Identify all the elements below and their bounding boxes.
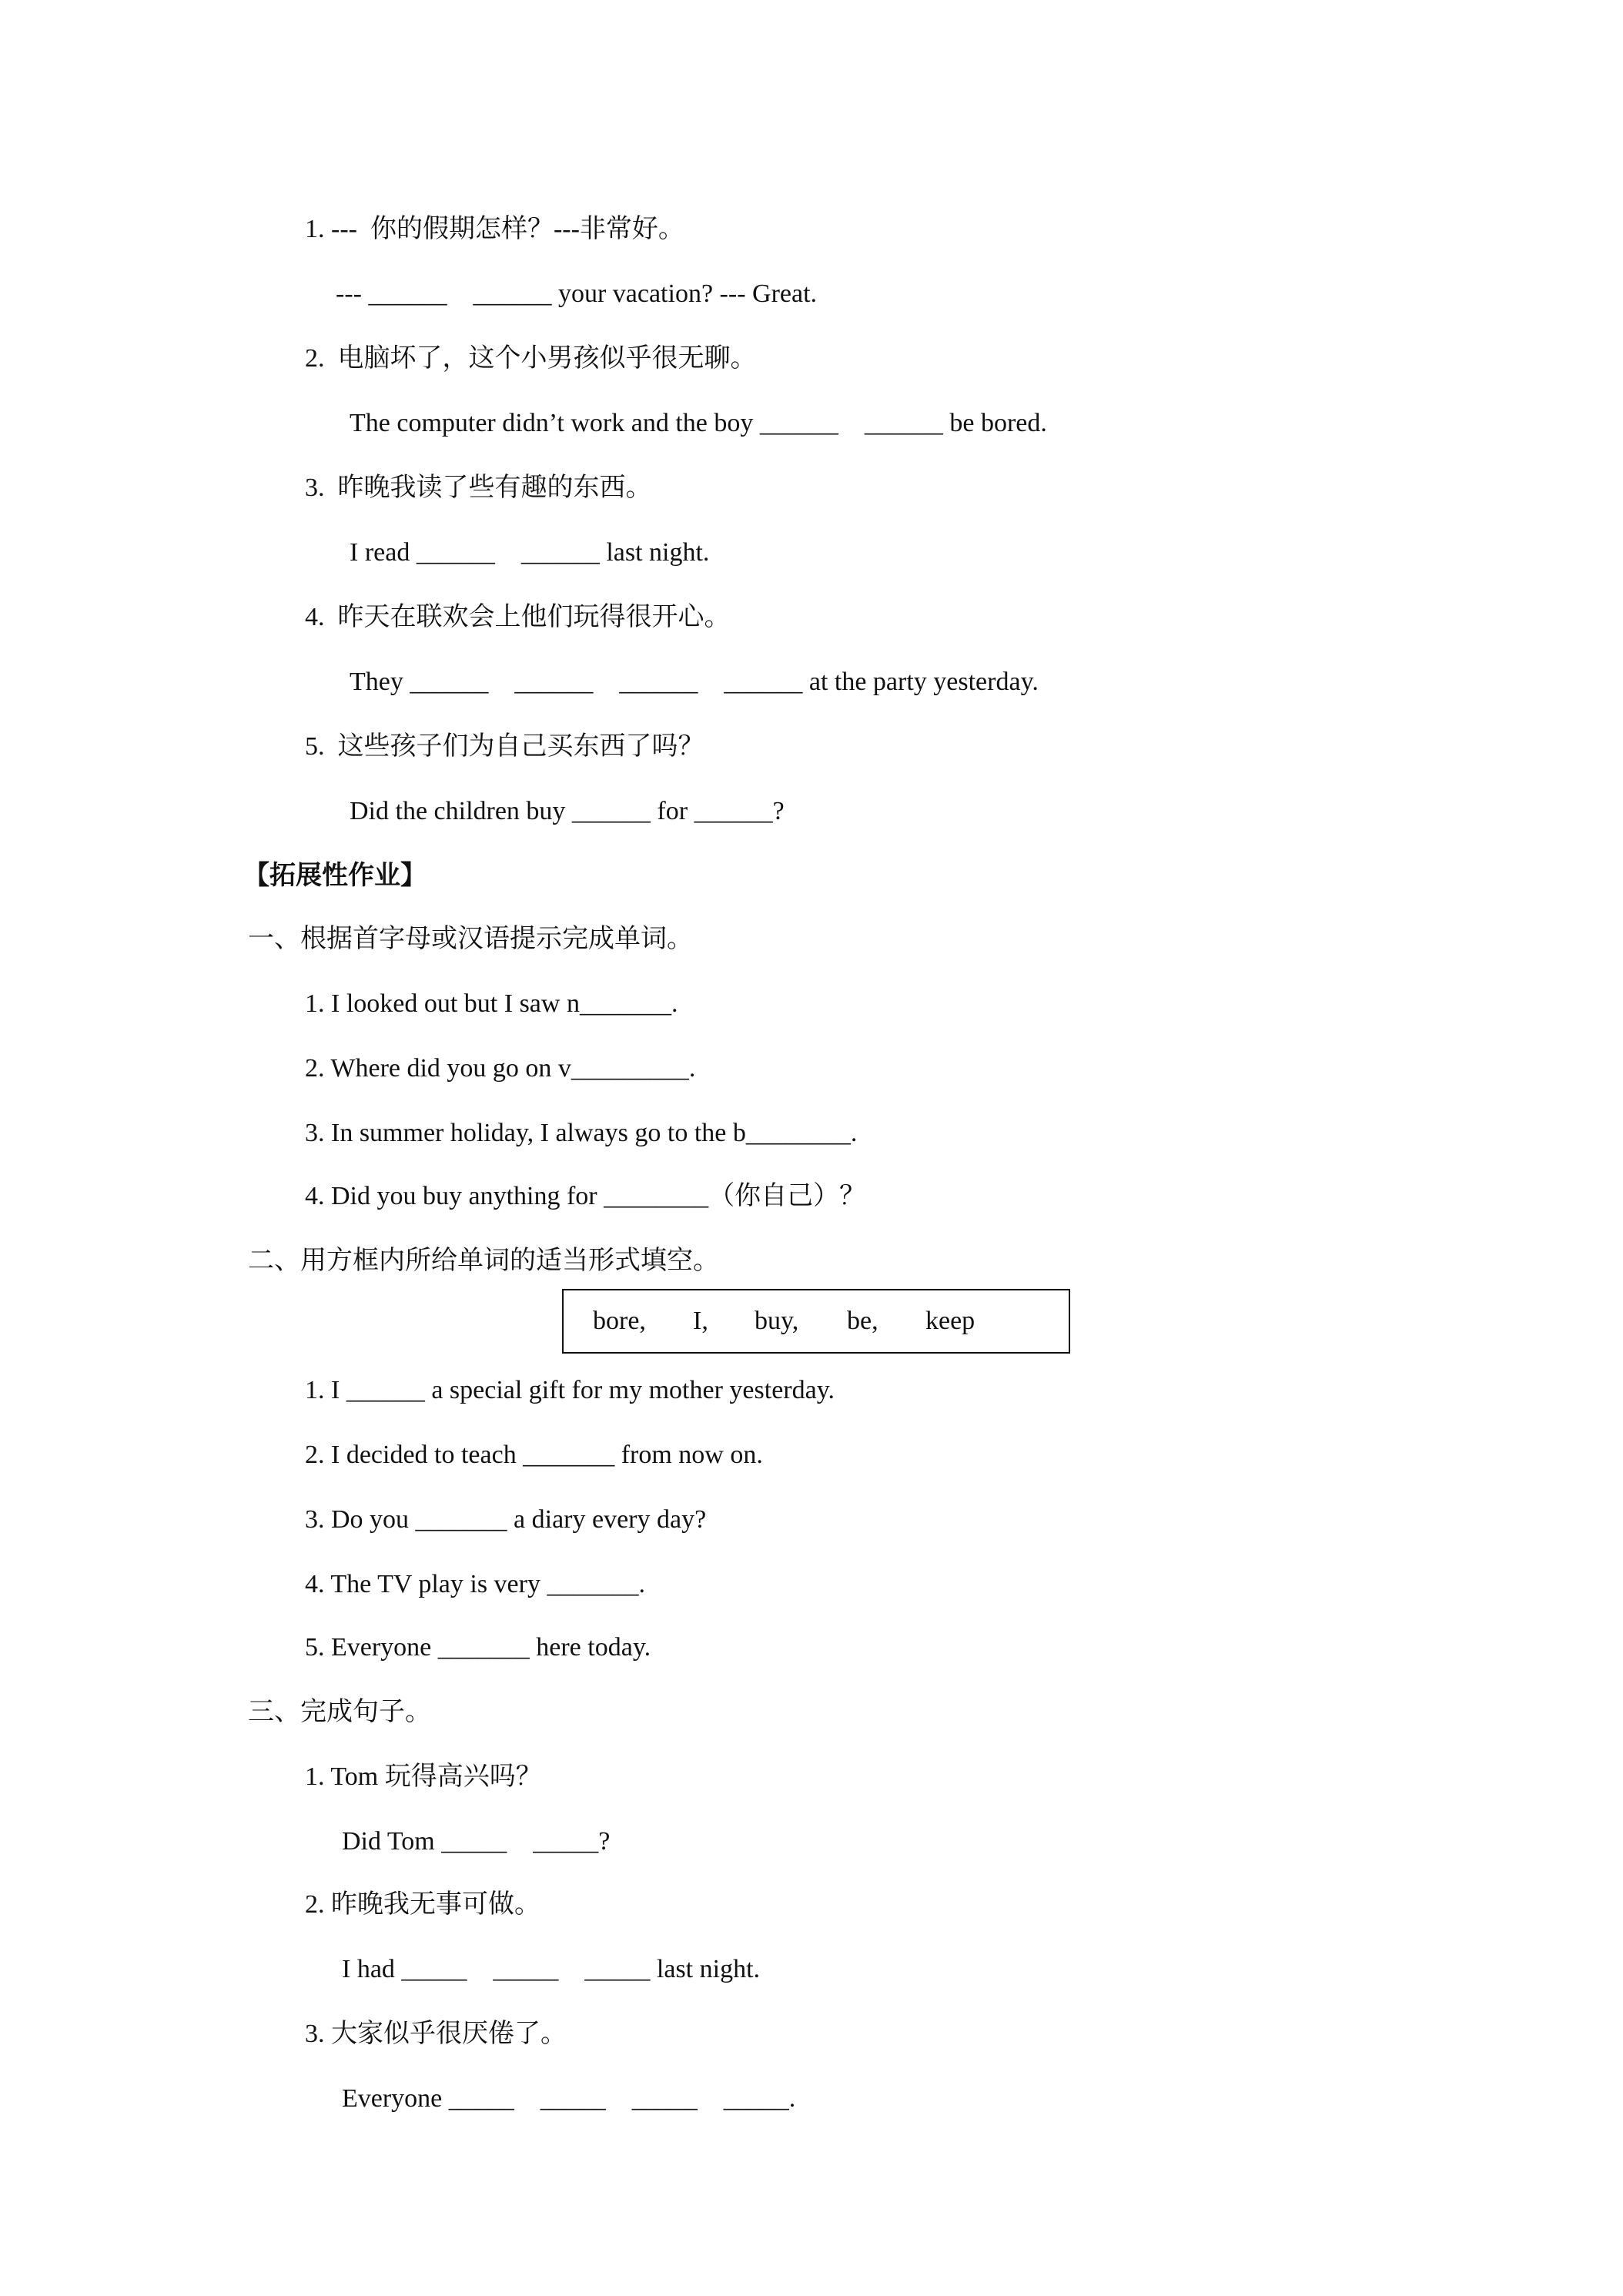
word-i: I, xyxy=(693,1307,708,1335)
word-be: be, xyxy=(847,1307,878,1335)
part-3-item-1-english: Did Tom _____ _____? xyxy=(342,1827,611,1856)
question-1-chinese: 1. --- 你的假期怎样？---非常好。 xyxy=(305,215,684,243)
part-3-heading: 三、完成句子。 xyxy=(248,1698,431,1726)
question-5-chinese: 5. 这些孩子们为自己买东西了吗？ xyxy=(305,732,704,761)
part-1-item-1: 1. I looked out but I saw n_______. xyxy=(305,989,678,1018)
word-box xyxy=(562,1289,1070,1354)
part-1-heading: 一、根据首字母或汉语提示完成单词。 xyxy=(248,925,693,953)
question-2-english: The computer didn’t work and the boy ______ ______ be bored. xyxy=(350,409,1047,437)
question-4-chinese: 4. 昨天在联欢会上他们玩得很开心。 xyxy=(305,603,731,631)
part-1-item-3: 3. In summer holiday, I always go to the b________. xyxy=(305,1119,858,1147)
word-keep: keep xyxy=(925,1307,975,1335)
question-2-chinese: 2. 电脑坏了，这个小男孩似乎很无聊。 xyxy=(305,344,757,373)
part-1-item-2: 2. Where did you go on v_________. xyxy=(305,1054,696,1083)
word-buy: buy, xyxy=(755,1307,799,1335)
part-3-item-2-chinese: 2. 昨晚我无事可做。 xyxy=(305,1890,540,1919)
question-1-english: --- ______ ______ your vacation? --- Great. xyxy=(336,279,818,308)
question-4-english: They ______ ______ ______ ______ at the party yesterday. xyxy=(350,668,1039,696)
part-2-item-5: 5. Everyone _______ here today. xyxy=(305,1633,651,1662)
part-1-item-4: 4. Did you buy anything for ________（你自己）？ xyxy=(305,1182,866,1210)
part-3-item-2-english: I had _____ _____ _____ last night. xyxy=(342,1955,761,1983)
question-3-english: I read ______ ______ last night. xyxy=(350,538,710,567)
part-3-item-1-chinese: 1. Tom 玩得高兴吗？ xyxy=(305,1762,542,1791)
part-2-item-2: 2. I decided to teach _______ from now on. xyxy=(305,1441,763,1469)
part-2-item-3: 3. Do you _______ a diary every day? xyxy=(305,1505,707,1534)
part-2-item-4: 4. The TV play is very _______. xyxy=(305,1570,645,1598)
part-2-item-1: 1. I ______ a special gift for my mother yesterday. xyxy=(305,1376,835,1404)
word-bore: bore, xyxy=(593,1307,646,1335)
part-2-heading: 二、用方框内所给单词的适当形式填空。 xyxy=(248,1247,719,1275)
part-3-item-3-english: Everyone _____ _____ _____ _____. xyxy=(342,2084,796,2113)
question-3-chinese: 3. 昨晚我读了些有趣的东西。 xyxy=(305,474,652,502)
part-3-item-3-chinese: 3. 大家似乎很厌倦了。 xyxy=(305,2020,567,2048)
question-5-english: Did the children buy ______ for ______? xyxy=(350,797,785,825)
extended-homework-title: 【拓展性作业】 xyxy=(243,862,427,890)
